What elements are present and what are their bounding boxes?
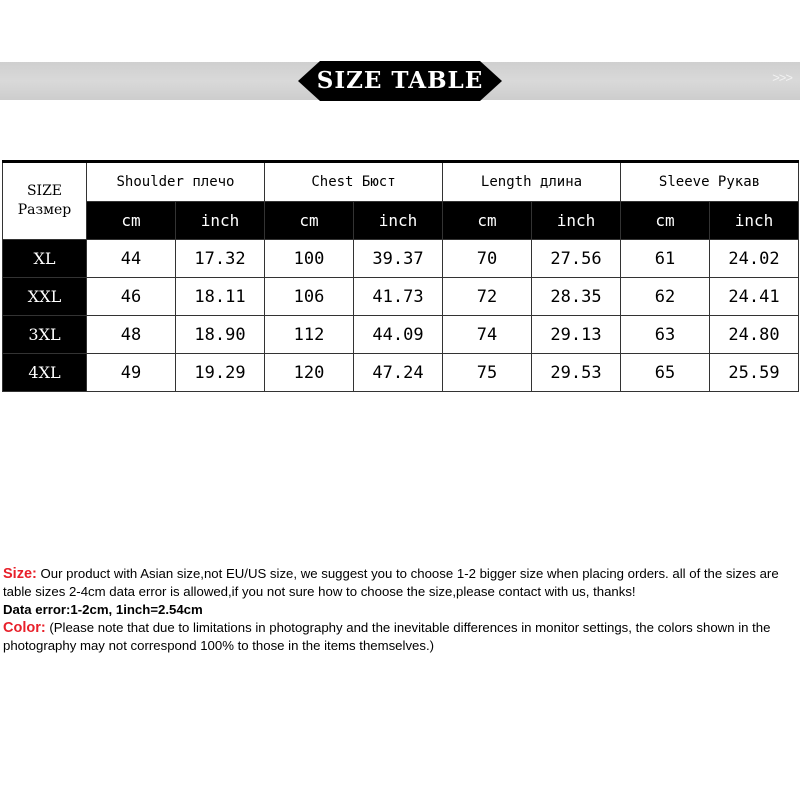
table-cell: 46 — [87, 278, 176, 316]
unit-header: inch — [532, 202, 621, 240]
table-cell: 41.73 — [354, 278, 443, 316]
shoulder-header: Shoulder плечо — [87, 162, 265, 202]
color-note — [3, 619, 800, 655]
size-label: 4XL — [3, 354, 87, 392]
table-cell: 17.32 — [176, 240, 265, 278]
table-cell: 29.53 — [532, 354, 621, 392]
unit-header: inch — [176, 202, 265, 240]
table-cell: 44.09 — [354, 316, 443, 354]
size-label: XXL — [3, 278, 87, 316]
table-cell: 63 — [621, 316, 710, 354]
table-row — [3, 278, 799, 316]
table-cell: 75 — [443, 354, 532, 392]
size-header-ru: Размер — [17, 202, 72, 218]
table-cell: 24.80 — [710, 316, 799, 354]
table-cell: 27.56 — [532, 240, 621, 278]
size-label: 3XL — [3, 316, 87, 354]
table-cell: 25.59 — [710, 354, 799, 392]
size-note-text: Our product with Asian size,not EU/US size, we suggest you to choose 1-2 bigger size when placing orders. all of the sizes are table sizes 2-4cm data error is allowed,if you not sure how to choose the size,please contact with us, thanks! — [3, 566, 779, 599]
band-arrows: >>> — [772, 70, 792, 85]
size-table — [2, 160, 799, 392]
chest-header: Chest Бюст — [265, 162, 443, 202]
color-note-label: Color: — [3, 620, 46, 636]
unit-header: cm — [621, 202, 710, 240]
table-row — [3, 240, 799, 278]
table-cell: 112 — [265, 316, 354, 354]
table-cell: 48 — [87, 316, 176, 354]
table-cell: 70 — [443, 240, 532, 278]
size-note — [3, 565, 800, 601]
table-cell: 120 — [265, 354, 354, 392]
unit-header: cm — [443, 202, 532, 240]
table-cell: 72 — [443, 278, 532, 316]
table-cell: 24.41 — [710, 278, 799, 316]
table-cell: 106 — [265, 278, 354, 316]
unit-header: inch — [710, 202, 799, 240]
size-notes — [3, 565, 800, 655]
unit-header: cm — [87, 202, 176, 240]
table-cell: 47.24 — [354, 354, 443, 392]
table-cell: 29.13 — [532, 316, 621, 354]
length-header: Length длина — [443, 162, 621, 202]
size-header-en: SIZE — [26, 183, 63, 199]
sleeve-header: Sleeve Рукав — [621, 162, 799, 202]
table-cell: 62 — [621, 278, 710, 316]
size-label: XL — [3, 240, 87, 278]
table-cell: 74 — [443, 316, 532, 354]
table-cell: 49 — [87, 354, 176, 392]
table-cell: 61 — [621, 240, 710, 278]
table-cell: 18.11 — [176, 278, 265, 316]
size-note-label: Size: — [3, 566, 37, 582]
table-row — [3, 354, 799, 392]
banner-title: SIZE TABLE — [316, 67, 484, 94]
size-table-banner — [298, 61, 502, 101]
table-cell: 100 — [265, 240, 354, 278]
unit-header: inch — [354, 202, 443, 240]
table-cell: 28.35 — [532, 278, 621, 316]
color-note-text: (Please note that due to limitations in photography and the inevitable differences in monitor settings, the colors shown in the photography may not correspond 100% to those in the items themselves.) — [3, 620, 771, 653]
unit-header: cm — [265, 202, 354, 240]
table-cell: 39.37 — [354, 240, 443, 278]
data-error-note: Data error:1-2cm, 1inch=2.54cm — [3, 602, 203, 617]
table-cell: 44 — [87, 240, 176, 278]
table-row — [3, 316, 799, 354]
table-cell: 24.02 — [710, 240, 799, 278]
size-header-cell — [3, 162, 87, 240]
table-cell: 65 — [621, 354, 710, 392]
table-cell: 18.90 — [176, 316, 265, 354]
table-cell: 19.29 — [176, 354, 265, 392]
